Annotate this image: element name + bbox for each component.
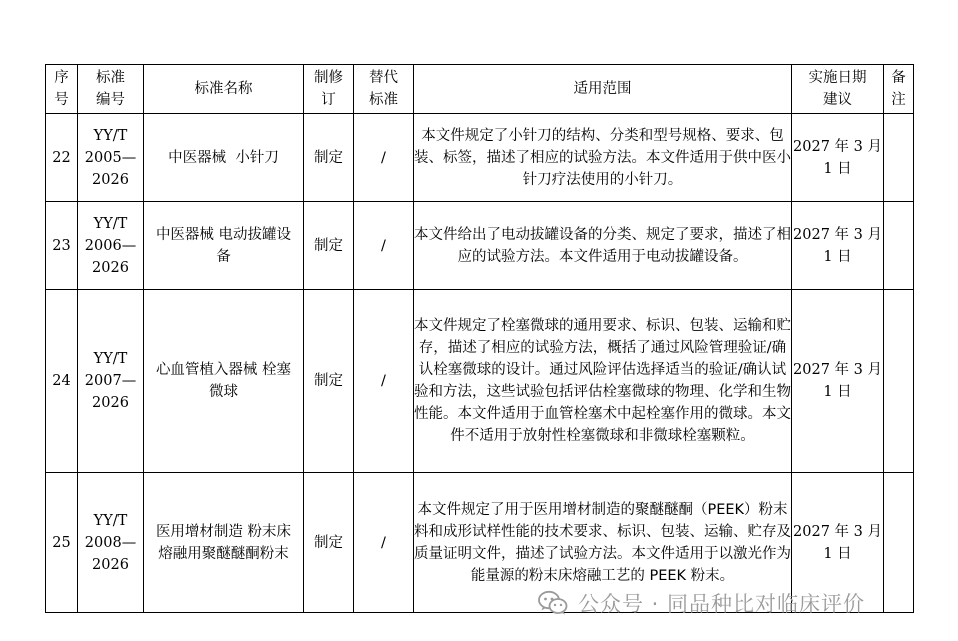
row-replace: / [354,202,414,290]
row-seq: 23 [46,202,78,290]
row-date: 2027 年 3 月 1 日 [792,290,884,473]
row-date: 2027 年 3 月 1 日 [792,114,884,202]
row-replace: / [354,114,414,202]
header-code: 标准 编号 [78,65,144,114]
row-name: 中医器械 小针刀 [144,114,304,202]
row-code: YY/T 2007— 2026 [78,290,144,473]
header-revision: 制修 订 [304,65,354,114]
row-name: 医用增材制造 粉末床 熔融用聚醚醚酮粉末 [144,473,304,613]
row-name: 中医器械 电动拔罐设 备 [144,202,304,290]
header-scope: 适用范围 [414,65,792,114]
row-note [884,202,914,290]
row-seq: 22 [46,114,78,202]
header-name: 标准名称 [144,65,304,114]
wechat-icon [538,590,568,616]
header-seq: 序 号 [46,65,78,114]
row-revision: 制定 [304,202,354,290]
row-name: 心血管植入器械 栓塞 微球 [144,290,304,473]
row-replace: / [354,290,414,473]
row-scope: 本文件规定了小针刀的结构、分类和型号规格、要求、包装、标签，描述了相应的试验方法。本文件适用于供中医小针刀疗法使用的小针刀。 [414,114,792,202]
row-code: YY/T 2005— 2026 [78,114,144,202]
header-replace: 替代 标准 [354,65,414,114]
watermark-text: 公众号 · 同品种比对临床评价 [578,592,866,616]
header-row [46,65,914,114]
row-scope: 本文件给出了电动拔罐设备的分类、规定了要求，描述了相应的试验方法。本文件适用于电动拔罐设备。 [414,202,792,290]
header-date: 实施日期 建议 [792,65,884,114]
row-code: YY/T 2008— 2026 [78,473,144,613]
row-note [884,473,914,613]
row-date: 2027 年 3 月 1 日 [792,473,884,613]
row-scope: 本文件规定了栓塞微球的通用要求、标识、包装、运输和贮存，描述了相应的试验方法，概括了通过风险管理验证/确认栓塞微球的设计。通过风险评估选择适当的验证/确认试验和方法，这些试验包括评估栓塞微球的物理、化学和生物性能。本文件适用于血管栓塞术中起栓塞作用的微球。本文件不适用于放射性栓塞微球和非微球栓塞颗粒。 [414,290,792,473]
row-date: 2027 年 3 月 1 日 [792,202,884,290]
standards-table [45,64,914,613]
watermark [538,588,865,618]
row-seq: 25 [46,473,78,613]
row-note [884,114,914,202]
header-note: 备 注 [884,65,914,114]
row-revision: 制定 [304,290,354,473]
row-revision: 制定 [304,114,354,202]
row-revision: 制定 [304,473,354,613]
table-row [46,202,914,290]
table-row [46,114,914,202]
table-row [46,290,914,473]
row-code: YY/T 2006— 2026 [78,202,144,290]
row-note [884,290,914,473]
row-replace: / [354,473,414,613]
row-seq: 24 [46,290,78,473]
row-scope: 本文件规定了用于医用增材制造的聚醚醚酮（PEEK）粉末料和成形试样性能的技术要求、标识、包装、运输、贮存及质量证明文件，描述了试验方法。本文件适用于以激光作为能量源的粉末床熔融工艺的 PEEK 粉末。 [414,473,792,613]
